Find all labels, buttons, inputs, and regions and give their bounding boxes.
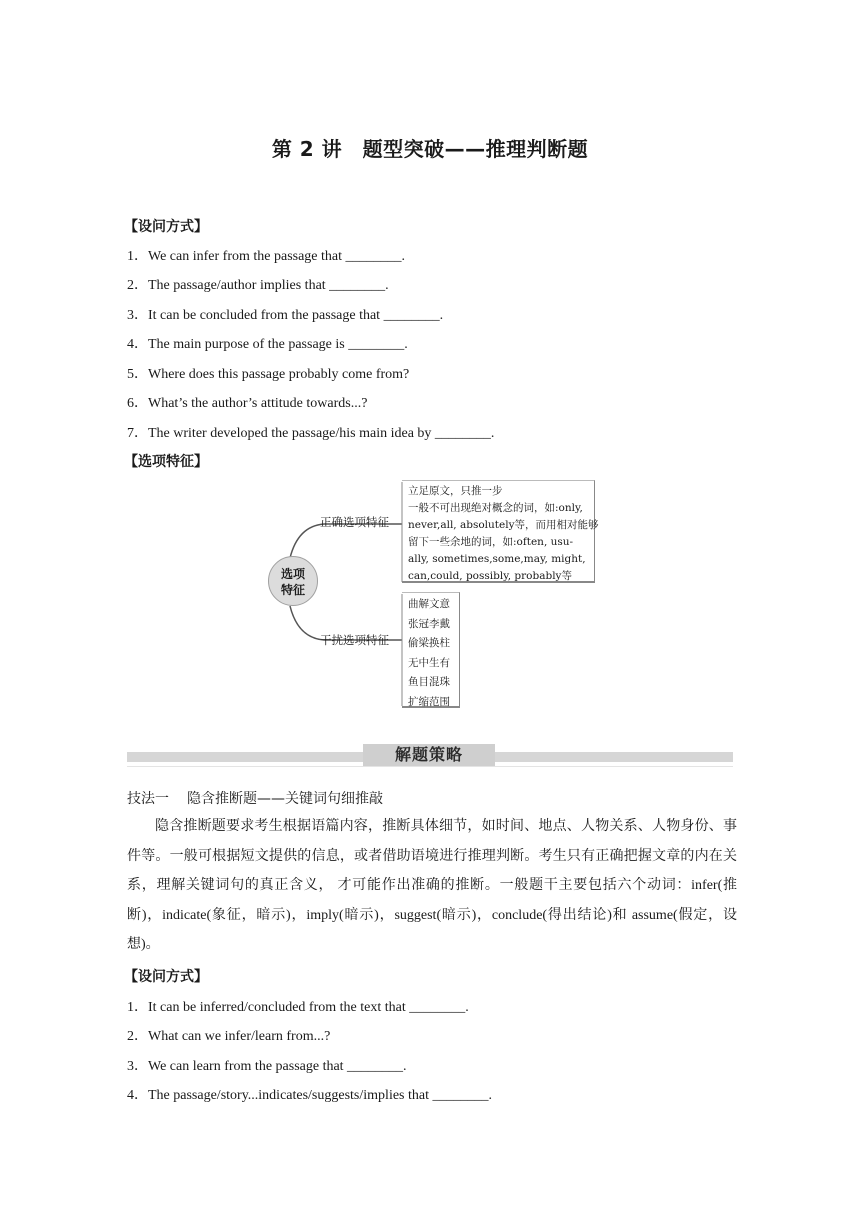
strategy-paragraph: [127, 812, 737, 960]
feature-line: 扩缩范围: [408, 695, 450, 708]
feature-line: 留下一些余地的词，如:often, usu-: [408, 536, 574, 548]
question-form-item: 2．What can we infer/learn from...?: [127, 1029, 331, 1044]
branch-label-correct: 正确选项特征: [320, 515, 389, 529]
feature-line: 鱼目混珠: [408, 676, 450, 688]
feature-line: 曲解文意: [408, 598, 450, 610]
question-form-item: 3．It can be concluded from the passage that ________.: [127, 308, 444, 323]
technique-heading: [127, 788, 401, 808]
paragraph-text: 隐含推断题要求考生根据语篇内容，推断具体细节，如时间、地点、人物关系、人物身份、事件等。一般可根据短文提供的信息，或者借助语境进行推理判断。考生只有正确把握文章的内在关系，理解关键词句的真正含义， 才可能作出准确的推断。一般题干主要包括六个动词：infer(推断)，indicate(象征，暗示)，imply(暗示)，suggest(暗示)，conclude(得出结论)和 assume(假定，设想)。: [127, 819, 737, 952]
question-form-item: 6．What’s the author’s attitude towards...?: [127, 396, 368, 411]
feature-line: 立足原文，只推一步: [408, 485, 503, 497]
correct-features-box: [402, 480, 599, 583]
option-features-mindmap: [262, 478, 602, 710]
technique-number: 技法一: [127, 791, 169, 807]
question-form-item: 5．Where does this passage probably come from?: [127, 367, 410, 382]
section-heading-question-forms: 【设问方式】: [124, 219, 208, 235]
question-form-item: 4．The main purpose of the passage is ________.: [127, 337, 408, 352]
strategy-banner: [127, 744, 733, 768]
feature-line: ally, sometimes,some,may, might,: [408, 553, 586, 565]
feature-line: never,all, absolutely等，而用相对能够: [408, 519, 599, 531]
feature-line: 张冠李戴: [408, 617, 450, 630]
feature-line: can,could, possibly, probably等: [408, 570, 572, 582]
banner-label: 解题策略: [363, 744, 495, 766]
center-line: 选项: [280, 567, 305, 581]
feature-line: 一般不可出现绝对概念的词，如:only,: [408, 502, 583, 514]
section-heading-question-forms-2: 【设问方式】: [124, 969, 208, 985]
question-form-item: 1．We can infer from the passage that ________.: [127, 249, 406, 264]
question-form-item: 7．The writer developed the passage/his main idea by ________.: [127, 426, 495, 441]
page-title: 第 2 讲 题型突破——推理判断题: [271, 137, 589, 161]
center-line: 特征: [280, 583, 305, 597]
mindmap-center-node: [268, 556, 318, 606]
distractor-features-box: [402, 592, 460, 708]
branch-label-distractor: 干扰选项特征: [320, 633, 389, 647]
question-form-item: 1．It can be inferred/concluded from the text that ________.: [127, 1000, 469, 1015]
feature-line: 无中生有: [408, 656, 450, 669]
section-heading-option-features: 【选项特征】: [124, 454, 208, 470]
question-form-item: 4．The passage/story...indicates/suggests/implies that ________.: [127, 1088, 492, 1103]
question-form-item: 3．We can learn from the passage that ________.: [127, 1059, 407, 1074]
question-form-item: 2．The passage/author implies that ________.: [127, 278, 389, 293]
banner-underline: [127, 766, 733, 767]
feature-line: 偷梁换柱: [408, 637, 450, 649]
technique-name: 隐含推断题——关键词句细推敲: [187, 791, 383, 807]
